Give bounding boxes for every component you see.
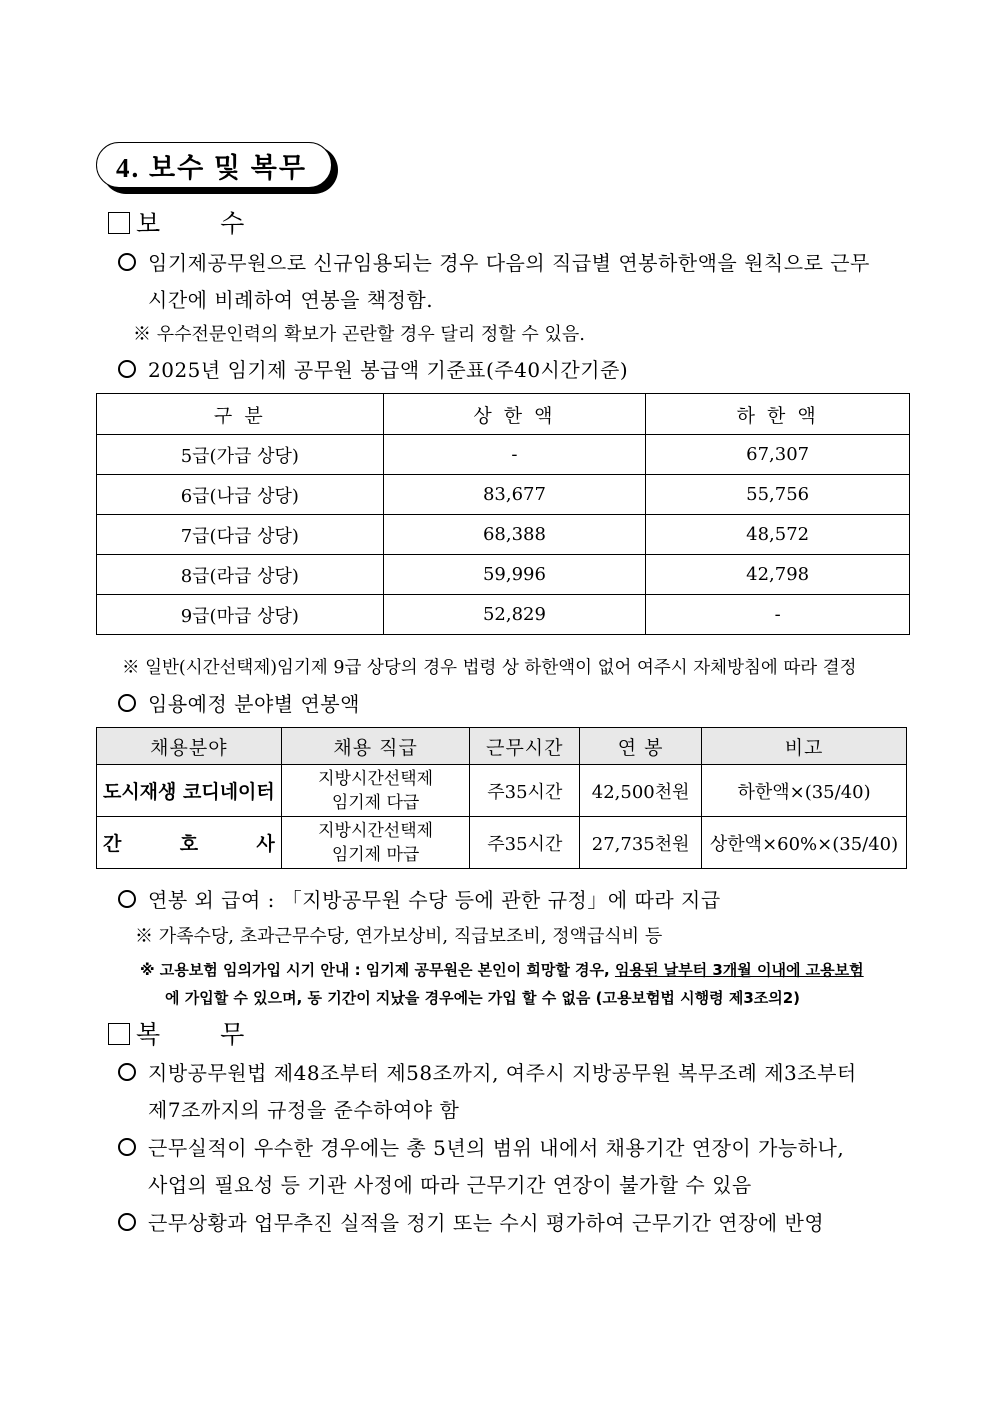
position-salary-table <box>96 727 907 869</box>
lower-limit-cell: 42,798 <box>646 555 910 595</box>
pay-note-1: ※ 우수전문인력의 확보가 곤란할 경우 달리 정할 수 있음. <box>133 324 586 345</box>
circle-bullet-icon <box>118 694 136 712</box>
section-title: 4. 보수 및 복무 <box>116 153 307 183</box>
table-header-cell: 채용분야 <box>97 728 282 765</box>
pay-paragraph-3-text: 임용예정 분야별 연봉액 <box>148 692 360 716</box>
salary-cell: 27,735천원 <box>580 817 702 869</box>
field-char: 간 <box>103 833 122 855</box>
pay-paragraph-3 <box>118 688 360 717</box>
duty-paragraph-1 <box>118 1057 857 1086</box>
upper-limit-cell: - <box>383 435 646 475</box>
pay-paragraph-2 <box>118 354 628 383</box>
grade-cell <box>281 817 470 869</box>
table-row <box>97 475 910 515</box>
pay-paragraph-4 <box>118 884 721 913</box>
pay-table-title: 2025년 임기제 공무원 봉급액 기준표(주40시간기준) <box>148 358 629 382</box>
circle-bullet-icon <box>118 1063 136 1081</box>
table-row <box>97 435 910 475</box>
remark-cell: 하한액×(35/40) <box>702 765 907 817</box>
grade-cell: 6급(나급 상당) <box>97 475 384 515</box>
salary-cell: 42,500천원 <box>580 765 702 817</box>
insurance-note-text: ※ 고용보험 임의가입 시기 안내 : 임기제 공무원은 본인이 희망할 경우, <box>140 961 615 979</box>
upper-limit-cell: 68,388 <box>383 515 646 555</box>
table-row <box>97 817 907 869</box>
duty-paragraph-1-line1: 지방공무원법 제48조부터 제58조까지, 여주시 지방공무원 복무조례 제3조부터 <box>148 1061 857 1085</box>
duty-heading <box>108 1015 244 1051</box>
pay-heading <box>108 204 244 240</box>
grade-cell: 8급(라급 상당) <box>97 555 384 595</box>
upper-limit-cell: 52,829 <box>383 595 646 635</box>
pay-paragraph-1-line2: 시간에 비례하여 연봉을 책정함. <box>148 288 434 312</box>
duty-paragraph-2-line1: 근무실적이 우수한 경우에는 총 5년의 범위 내에서 채용기간 연장이 가능하나, <box>148 1136 845 1160</box>
table-header-row <box>97 728 907 765</box>
circle-bullet-icon <box>118 890 136 908</box>
table-row <box>97 515 910 555</box>
grade-line: 임기제 다급 <box>331 792 420 813</box>
lower-limit-cell: - <box>646 595 910 635</box>
circle-bullet-icon <box>118 360 136 378</box>
duty-paragraph-3-text: 근무상황과 업무추진 실적을 정기 또는 수시 평가하여 근무기간 연장에 반영 <box>148 1211 825 1235</box>
field-char: 사 <box>256 833 275 855</box>
field-char: 호 <box>179 833 199 855</box>
grade-cell: 9급(마급 상당) <box>97 595 384 635</box>
pay-paragraph-1 <box>118 247 870 276</box>
lower-limit-cell: 55,756 <box>646 475 910 515</box>
duty-paragraph-1-line2: 제7조까지의 규정을 준수하여야 함 <box>148 1098 460 1122</box>
table-header-cell: 근무시간 <box>470 728 580 765</box>
circle-bullet-icon <box>118 1213 136 1231</box>
grade-cell: 7급(다급 상당) <box>97 515 384 555</box>
insurance-note-underlined: 임용된 날부터 3개월 이내에 고용보험 <box>614 961 864 979</box>
square-icon <box>108 1023 130 1045</box>
duty-paragraph-3 <box>118 1207 824 1236</box>
table-header-cell: 채용 직급 <box>281 728 470 765</box>
lower-limit-cell: 48,572 <box>646 515 910 555</box>
table-header-cell: 구 분 <box>97 394 384 435</box>
grade-cell: 5급(가급 상당) <box>97 435 384 475</box>
hours-cell: 주35시간 <box>470 817 580 869</box>
table-row <box>97 595 910 635</box>
grade-line: 임기제 마급 <box>331 844 420 865</box>
employment-insurance-note-line2: 에 가입할 수 있으며, 동 기간이 지났을 경우에는 가입 할 수 없음 (고용보험법 시행령 제3조의2) <box>165 989 801 1007</box>
square-icon <box>108 212 130 234</box>
table-row <box>97 765 907 817</box>
table-header-cell: 연 봉 <box>580 728 702 765</box>
lower-limit-cell: 67,307 <box>646 435 910 475</box>
hours-cell: 주35시간 <box>470 765 580 817</box>
table-header-cell: 비고 <box>702 728 907 765</box>
pay-note-2: ※ 일반(시간선택제)임기제 9급 상당의 경우 법령 상 하한액이 없어 여주시 자체방침에 따라 결정 <box>122 658 857 678</box>
employment-insurance-note-line1 <box>140 959 864 980</box>
duty-paragraph-2-line2: 사업의 필요성 등 기관 사정에 따라 근무기간 연장이 불가할 수 있음 <box>148 1173 752 1197</box>
grade-cell <box>281 765 470 817</box>
duty-heading-char2: 무 <box>220 1020 245 1049</box>
table-header-cell: 상 한 액 <box>383 394 646 435</box>
salary-standard-table <box>96 393 910 635</box>
pay-paragraph-1-line1: 임기제공무원으로 신규임용되는 경우 다음의 직급별 연봉하한액을 원칙으로 근무 <box>148 251 870 275</box>
table-row <box>97 555 910 595</box>
circle-bullet-icon <box>118 253 136 271</box>
field-cell: 도시재생 코디네이터 <box>97 765 282 817</box>
circle-bullet-icon <box>118 1138 136 1156</box>
upper-limit-cell: 59,996 <box>383 555 646 595</box>
table-header-row <box>97 394 910 435</box>
duty-heading-char1: 복 <box>136 1020 161 1049</box>
grade-line: 지방시간선택제 <box>318 820 434 841</box>
pay-heading-char2: 수 <box>220 209 245 238</box>
pay-heading-char1: 보 <box>136 209 161 238</box>
remark-cell: 상한액×60%×(35/40) <box>702 817 907 869</box>
field-cell <box>97 817 282 869</box>
pay-paragraph-4-text: 연봉 외 급여 : 「지방공무원 수당 등에 관한 규정」에 따라 지급 <box>148 888 721 912</box>
grade-line: 지방시간선택제 <box>318 768 434 789</box>
pay-note-3: ※ 가족수당, 초과근무수당, 연가보상비, 직급보조비, 정액급식비 등 <box>135 926 663 947</box>
duty-paragraph-2 <box>118 1132 844 1161</box>
table-header-cell: 하 한 액 <box>646 394 910 435</box>
upper-limit-cell: 83,677 <box>383 475 646 515</box>
